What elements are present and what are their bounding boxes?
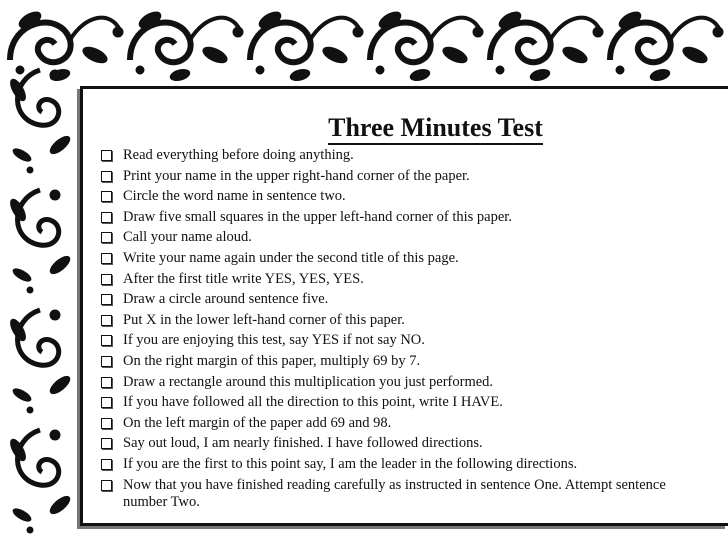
checkbox-bullet-icon [101, 356, 112, 367]
left-ornament-border [0, 60, 80, 546]
list-item-text: If you are enjoying this test, say YES if not say NO. [123, 332, 425, 349]
list-item [101, 271, 688, 288]
instruction-list [101, 147, 688, 514]
checkbox-bullet-icon [101, 480, 112, 491]
checkbox-bullet-icon [101, 397, 112, 408]
list-item-text: If you have followed all the direction to this point, write I HAVE. [123, 394, 503, 411]
checkbox-bullet-icon [101, 315, 112, 326]
list-item-text: Print your name in the upper right-hand corner of the paper. [123, 167, 470, 184]
list-item-text: Draw five small squares in the upper left-hand corner of this paper. [123, 208, 512, 225]
top-ornament-border [0, 0, 728, 90]
list-item-text: Draw a circle around sentence five. [123, 291, 329, 308]
list-item-text: On the right margin of this paper, multiply 69 by 7. [123, 352, 421, 369]
list-item-text: Draw a rectangle around this multiplication you just performed. [123, 373, 494, 390]
list-item-text: After the first title write YES, YES, YES. [123, 270, 364, 287]
list-item [101, 229, 688, 246]
checkbox-bullet-icon [101, 418, 112, 429]
list-item [101, 415, 688, 432]
checkbox-bullet-icon [101, 274, 112, 285]
checkbox-bullet-icon [101, 171, 112, 182]
checkbox-bullet-icon [101, 212, 112, 223]
list-item [101, 147, 688, 164]
slide-title [83, 113, 728, 143]
list-item-text: Put X in the lower left-hand corner of this paper. [123, 311, 405, 328]
list-item [101, 250, 688, 267]
list-item [101, 374, 688, 391]
list-item-text: Now that you have finished reading carefully as instructed in sentence One. Attempt sentence number Two. [123, 476, 666, 510]
list-item [101, 209, 688, 226]
list-item-text: On the left margin of the paper add 69 and 98. [123, 414, 392, 431]
list-item-text: Circle the word name in sentence two. [123, 188, 346, 205]
checkbox-bullet-icon [101, 150, 112, 161]
list-item-text: Say out loud, I am nearly finished. I have followed directions. [123, 435, 483, 452]
checkbox-bullet-icon [101, 335, 112, 346]
checkbox-bullet-icon [101, 294, 112, 305]
checkbox-bullet-icon [101, 232, 112, 243]
list-item [101, 312, 688, 329]
list-item [101, 332, 688, 349]
list-item-text: Write your name again under the second title of this page. [123, 249, 459, 266]
list-item [101, 353, 688, 370]
content-panel [80, 86, 728, 526]
list-item [101, 291, 688, 308]
list-item-text: Call your name aloud. [123, 229, 252, 246]
checkbox-bullet-icon [101, 191, 112, 202]
checkbox-bullet-icon [101, 377, 112, 388]
list-item [101, 168, 688, 185]
list-item-text: Read everything before doing anything. [123, 147, 354, 163]
list-item-text: If you are the first to this point say, I am the leader in the following directions. [123, 455, 578, 472]
list-item [101, 477, 688, 511]
list-item [101, 394, 688, 411]
checkbox-bullet-icon [101, 253, 112, 264]
list-item [101, 435, 688, 452]
slide-title-text: Three Minutes Test [328, 113, 543, 145]
checkbox-bullet-icon [101, 438, 112, 449]
list-item [101, 188, 688, 205]
checkbox-bullet-icon [101, 459, 112, 470]
list-item [101, 456, 688, 473]
